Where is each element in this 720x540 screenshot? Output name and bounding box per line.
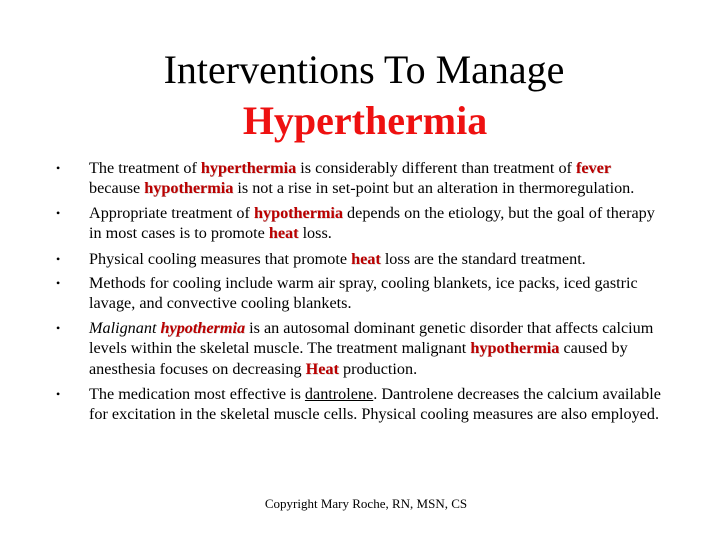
- underlined-term: dantrolene: [304, 385, 374, 404]
- keyword-highlight: heat: [268, 224, 299, 243]
- bullet-item: [56, 384, 666, 425]
- copyright-footer: Copyright Mary Roche, RN, MSN, CS: [264, 496, 468, 511]
- bullet-item: [56, 273, 666, 314]
- bullet-text: The medication most effective is: [89, 385, 305, 404]
- keyword-highlight: fever: [575, 159, 612, 177]
- title-line-2: Hyperthermia: [242, 98, 488, 143]
- bullet-text: caused by anesthesia focuses on decreasing: [89, 339, 628, 378]
- title-line-1: Interventions To Manage: [163, 47, 565, 92]
- bullet-dot-icon: •: [56, 161, 61, 175]
- bullet-text: depends on the etiology, but the goal of therapy in most cases is to promote: [89, 203, 655, 243]
- bullet-dot-icon: •: [56, 205, 61, 220]
- bullet-text: loss.: [298, 224, 332, 243]
- bullet-item: [56, 203, 666, 244]
- slide-title: [0, 44, 720, 146]
- keyword-highlight: Heat: [305, 359, 339, 378]
- bullet-text: loss are the standard treatment.: [380, 249, 586, 268]
- bullet-item: [56, 318, 666, 379]
- bullet-dot-icon: •: [56, 276, 61, 291]
- bullet-dot-icon: •: [56, 251, 61, 266]
- bullet-text: Methods for cooling include warm air spray, cooling blankets, ice packs, iced gastric lavage, and convective cooling blankets.: [89, 274, 638, 313]
- bullet-text: is not a rise in set-point but an alteration in thermoregulation.: [233, 179, 635, 198]
- bullet-text: . Dantrolene decreases the calcium available for excitation in the skeletal muscle cells. Physical cooling measures are also employed.: [89, 385, 661, 424]
- bullet-text: is an autosomal dominant genetic disorder that affects calcium levels within the skeletal muscle. The treatment malignant: [89, 318, 654, 358]
- bullet-list: [56, 158, 666, 425]
- bullet-text: because: [89, 179, 145, 198]
- keyword-highlight: heat: [351, 249, 381, 268]
- keyword-highlight: hypothermia: [253, 203, 343, 222]
- keyword-highlight: hypothermia: [144, 179, 234, 198]
- bullet-text: Appropriate treatment of: [89, 203, 254, 222]
- bullet-dot-icon: •: [56, 387, 61, 402]
- keyword-highlight: hypothermia: [160, 318, 246, 337]
- keyword-highlight: hypothermia: [470, 339, 560, 358]
- bullet-item: [56, 249, 666, 269]
- keyword-highlight: hyperthermia: [200, 159, 297, 177]
- bullet-text: Malignant: [89, 318, 161, 337]
- bullet-text: The treatment of: [89, 159, 201, 177]
- bullet-text: is considerably different than treatment of: [296, 159, 576, 177]
- bullet-dot-icon: •: [56, 320, 61, 335]
- bullet-text: production.: [338, 359, 418, 378]
- bullet-text: Physical cooling measures that promote: [89, 249, 352, 268]
- bullet-item: [56, 158, 666, 199]
